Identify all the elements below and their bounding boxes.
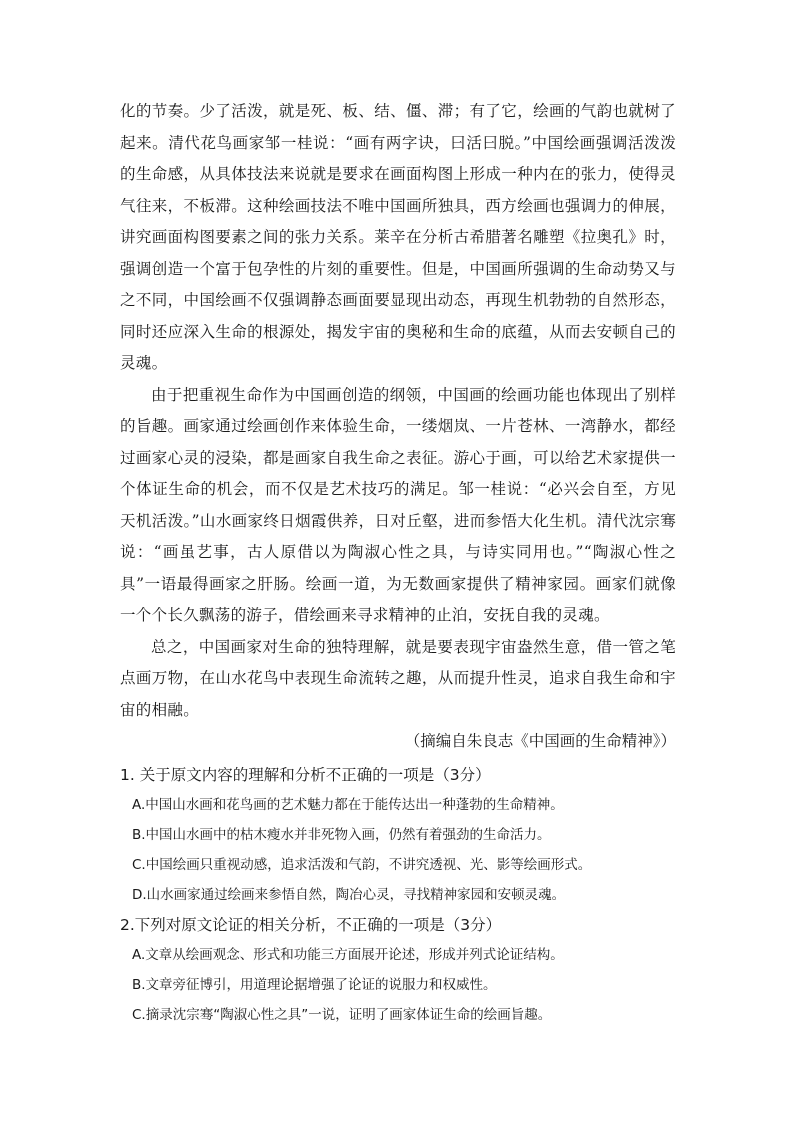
question-1-option-b: B.中国山水画中的枯木瘦水并非死物入画，仍然有着强劲的生命活力。 xyxy=(132,826,551,843)
question-2-option-b: B.文章旁征博引，用道理论据增强了论证的说服力和权威性。 xyxy=(132,976,497,993)
article-source: （摘编自朱良志《中国画的生命精神》） xyxy=(404,732,676,750)
article-paragraph-3: 总之，中国画家对生命的独特理解，就是要表现宇宙盎然生意，借一管之笔点画万物，在山水花鸟中表现生命流转之趣，从而提升性灵，追求自我生命和宇宙的相融。 xyxy=(120,637,676,719)
question-2-stem: 2.下列对原文论证的相关分析，不正确的一项是（3分） xyxy=(120,915,502,934)
question-1-option-d: D.山水画家通过绘画来参悟自然，陶冶心灵，寻找精神家园和安顿灵魂。 xyxy=(132,886,566,903)
question-1-options xyxy=(120,790,676,910)
question-1-option-c: C.中国绘画只重视动感，追求活泼和气韵，不讲究透视、光、影等绘画形式。 xyxy=(132,856,592,873)
question-2-option-c: C.摘录沈宗骞“陶淑心性之具”一说，证明了画家体证生命的绘画旨趣。 xyxy=(132,1006,552,1023)
question-1-option-a: A.中国山水画和花鸟画的艺术魅力都在于能传达出一种蓬勃的生命精神。 xyxy=(132,796,564,813)
article-paragraph-2: 由于把重视生命作为中国画创造的纲领，中国画的绘画功能也体现出了别样的旨趣。画家通过绘画创作来体验生命，一缕烟岚、一片苍林、一湾静水，都经过画家心灵的浸染，都是画家自我生命之表征。游心于画，可以给艺术家提供一个体证生命的机会，而不仅是艺术技巧的满足。邹一桂说：“必兴会自至，方见天机活泼。”山水画家终日烟霞供养，日对丘壑，进而参悟大化生机。清代沈宗骞说：“画虽艺事，古人原借以为陶淑心性之具，与诗实同用也。”“陶淑心性之具”一语最得画家之肝肠。绘画一道，为无数画家提供了精神家园。画家们就像一个个长久飘荡的游子，借绘画来寻求精神的止泊，安抚自我的灵魂。 xyxy=(120,385,676,624)
question-1-stem: 1. 关于原文内容的理解和分析不正确的一项是（3分） xyxy=(120,765,491,784)
article-paragraph-1: 化的节奏。少了活泼，就是死、板、结、僵、滞；有了它，绘画的气韵也就树了起来。清代花鸟画家邹一桂说：“画有两字诀，曰活曰脱。”中国绘画强调活泼泼的生命感，从具体技法来说就是要求在画面构图上形成一种内在的张力，使得灵气往来，不板滞。这种绘画技法不唯中国画所独具，西方绘画也强调力的伸展，讲究画面构图要素之间的张力关系。莱辛在分析古希腊著名雕塑《拉奥孔》时，强调创造一个富于包孕性的片刻的重要性。但是，中国画所强调的生命动势又与之不同，中国绘画不仅强调静态画面要显现出动态，再现生机勃勃的自然形态，同时还应深入生命的根源处，揭发宇宙的奥秘和生命的底蕴，从而去安顿自己的灵魂。 xyxy=(120,102,676,372)
exam-page xyxy=(120,96,676,1030)
question-2 xyxy=(120,910,676,1030)
question-2-options xyxy=(120,940,676,1030)
article xyxy=(120,96,676,758)
question-1 xyxy=(120,760,676,910)
question-2-option-a: A.文章从绘画观念、形式和功能三方面展开论述，形成并列式论证结构。 xyxy=(132,946,564,963)
